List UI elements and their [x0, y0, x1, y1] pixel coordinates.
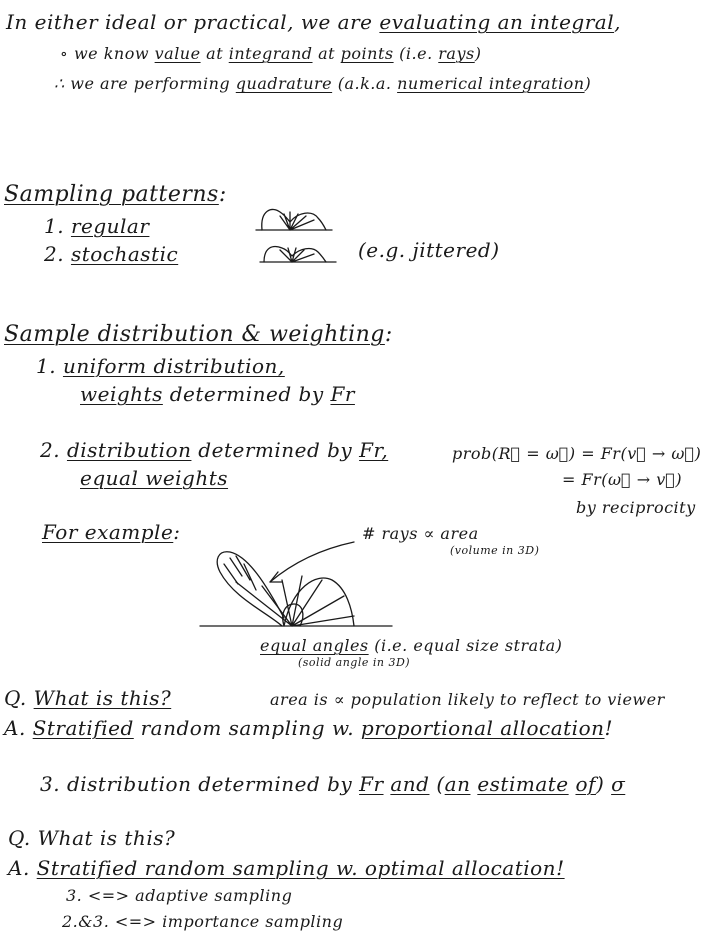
stochastic-sampling-sketch: [258, 236, 338, 266]
probability-equation-line-1: prob(R⃗ = ω⃗) = Fr(v⃗ → ω⃗): [452, 444, 702, 463]
distribution-item-1-line-1: 1. uniform distribution,: [36, 354, 285, 378]
intro-line-1: In either ideal or practical, we are evaluating an integral,: [6, 10, 621, 34]
sampling-patterns-heading: Sampling patterns:: [4, 182, 227, 207]
brdf-lobe-diagram: [196, 528, 396, 638]
question-1: Q. What is this?: [4, 686, 172, 710]
distribution-item-1-line-2: weights determined by Fr: [80, 382, 355, 406]
distribution-item-2-line-2: equal weights: [80, 466, 229, 490]
rays-area-sublabel: (volume in 3D): [450, 544, 540, 557]
equal-angles-label: equal angles (i.e. equal size strata): [260, 636, 563, 655]
answer-2-note-1: 3. <=> adaptive sampling: [66, 886, 293, 905]
question-1-note: area is ∝ population likely to reflect to viewer: [270, 690, 665, 709]
regular-sampling-sketch: [254, 204, 334, 234]
equal-angles-sublabel: (solid angle in 3D): [298, 656, 411, 669]
distribution-item-3: 3. distribution determined by Fr and (an estimate of) σ: [40, 772, 626, 796]
stochastic-note: (e.g. jittered): [358, 238, 500, 262]
rays-area-label: # rays ∝ area: [362, 524, 479, 543]
example-heading: For example:: [42, 520, 181, 544]
sampling-item-2: 2. stochastic: [44, 242, 179, 266]
intro-line-2: ∘ we know value at integrand at points (i.e. rays): [60, 44, 482, 63]
answer-2-note-2: 2.&3. <=> importance sampling: [62, 912, 344, 931]
question-2: Q. What is this?: [8, 826, 176, 850]
probability-equation-line-2: = Fr(ω⃗ → v⃗): [562, 470, 683, 489]
distribution-item-2-line-1: 2. distribution determined by Fr,: [40, 438, 389, 462]
answer-1: A. Stratified random sampling w. proportional allocation!: [4, 716, 614, 740]
reciprocity-note: by reciprocity: [576, 498, 696, 517]
distribution-heading: Sample distribution & weighting:: [4, 322, 393, 347]
intro-line-3: ∴ we are performing quadrature (a.k.a. numerical integration): [54, 74, 592, 93]
answer-2: A. Stratified random sampling w. optimal allocation!: [8, 856, 565, 880]
sampling-item-1: 1. regular: [44, 214, 150, 238]
